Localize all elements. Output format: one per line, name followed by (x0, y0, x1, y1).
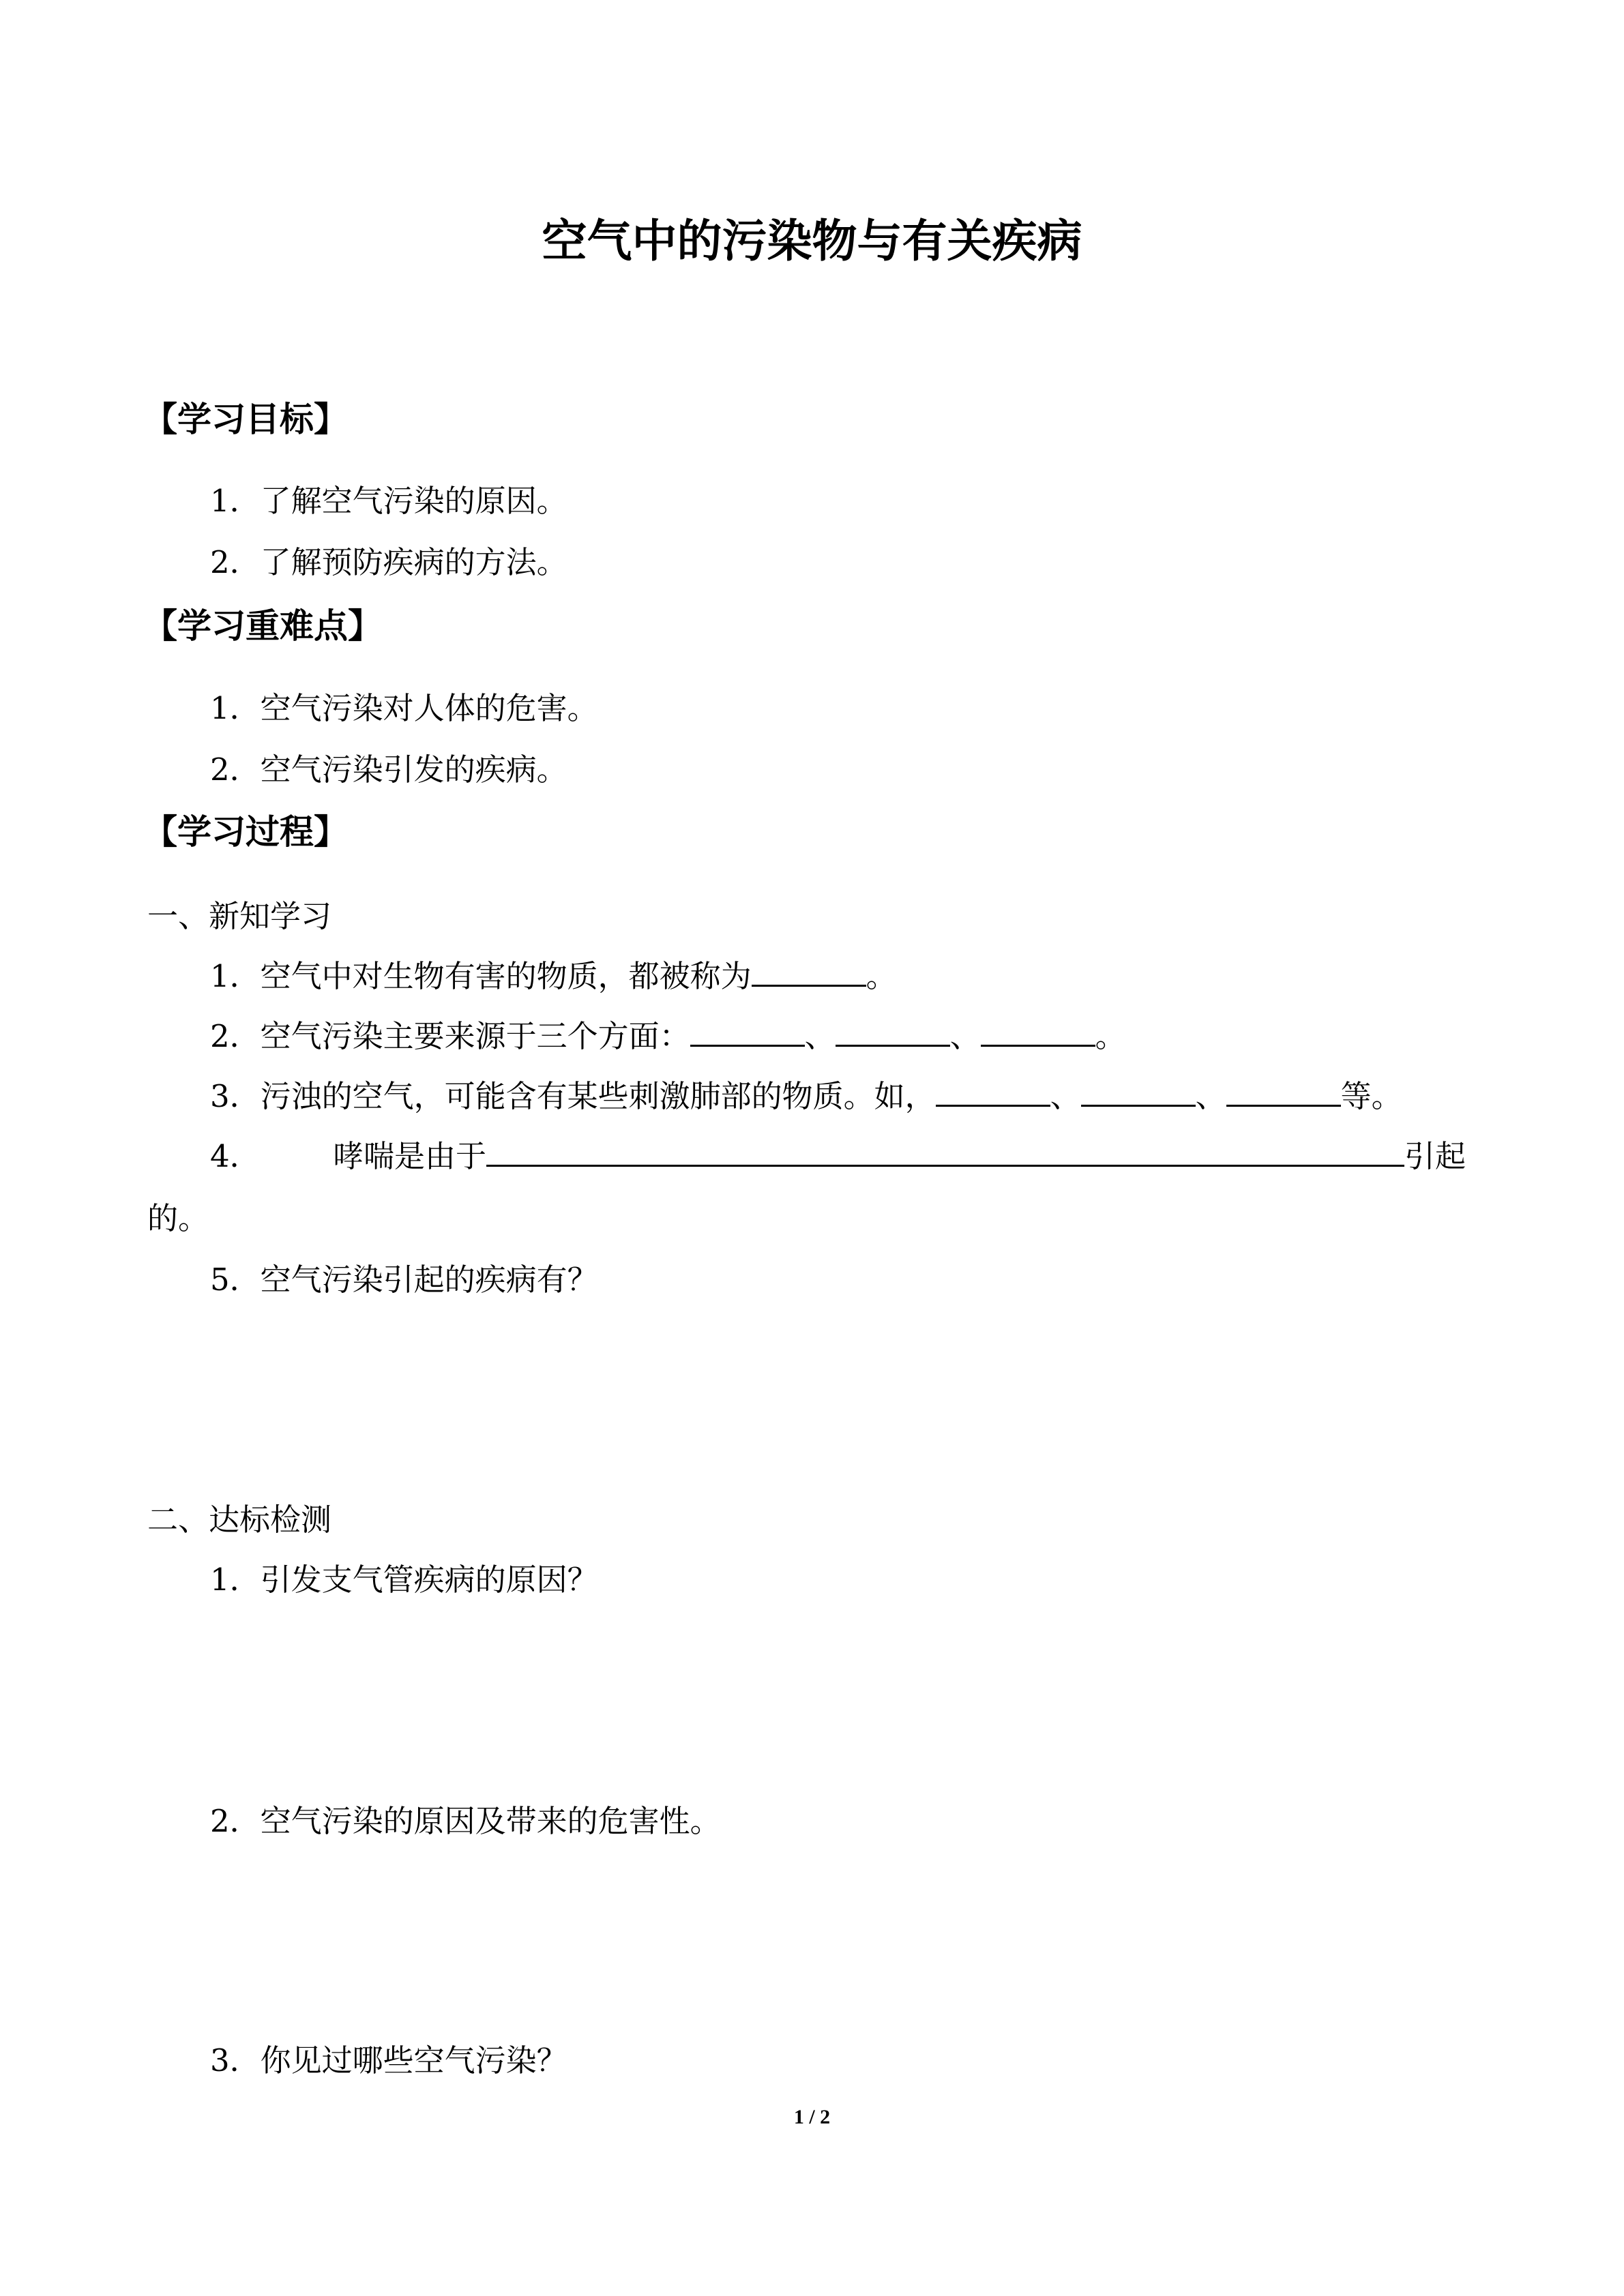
separator: 、 (1195, 1078, 1226, 1114)
answer-blank-long[interactable] (486, 1135, 1404, 1167)
process-heading: 【学习过程】 (143, 812, 348, 852)
objective-item-1: 1．了解空气污染的原因。 (210, 483, 567, 519)
key-point-item-1: 1．空气污染对人体的危害。 (210, 690, 598, 726)
answer-blank[interactable] (1226, 1075, 1341, 1107)
question-5: 5．空气污染引起的疾病有？ (210, 1262, 598, 1298)
question-4-suffix: 引起 (1404, 1138, 1466, 1174)
question-2-end: 。 (1095, 1018, 1126, 1054)
question-4-number: 4． (210, 1138, 261, 1174)
part1-label: 一、新知学习 (147, 898, 332, 934)
test-question-1: 1．引发支气管疾病的原因？ (210, 1562, 598, 1598)
page-number: 1 / 2 (793, 2106, 831, 2128)
objective-item-2: 2．了解预防疾病的方法。 (210, 544, 567, 580)
separator: 、 (804, 1018, 836, 1054)
test-question-2: 2．空气污染的原因及带来的危害性。 (210, 1803, 721, 1839)
question-1-end: 。 (866, 958, 897, 994)
question-3 (210, 1071, 1402, 1116)
answer-blank[interactable] (752, 955, 866, 987)
key-point-item-2: 2．空气污染引发的疾病。 (210, 751, 567, 788)
separator: 、 (1050, 1078, 1081, 1114)
part2-label: 二、达标检测 (147, 1502, 332, 1538)
answer-blank[interactable] (836, 1015, 950, 1047)
answer-blank[interactable] (1081, 1075, 1196, 1107)
page-title: 空气中的污染物与有关疾病 (542, 215, 1082, 267)
question-3-end: 等。 (1340, 1078, 1402, 1114)
question-4-continuation: 的。 (147, 1200, 209, 1236)
answer-blank[interactable] (690, 1015, 805, 1047)
separator: 、 (949, 1018, 981, 1054)
question-2 (210, 1011, 1126, 1056)
question-3-text: 3．污浊的空气，可能含有某些刺激肺部的物质。如， (210, 1078, 936, 1114)
answer-blank[interactable] (981, 1015, 1095, 1047)
test-question-3: 3．你见过哪些空气污染？ (210, 2042, 567, 2078)
objectives-heading: 【学习目标】 (143, 400, 348, 439)
question-4-text: 哮喘是由于 (333, 1138, 487, 1174)
question-1-text: 1．空气中对生物有害的物质，都被称为 (210, 958, 752, 994)
question-1 (210, 951, 897, 996)
answer-blank[interactable] (936, 1075, 1050, 1107)
question-2-text: 2．空气污染主要来源于三个方面： (210, 1018, 690, 1054)
question-4 (333, 1131, 1466, 1176)
key-points-heading: 【学习重难点】 (143, 606, 382, 646)
